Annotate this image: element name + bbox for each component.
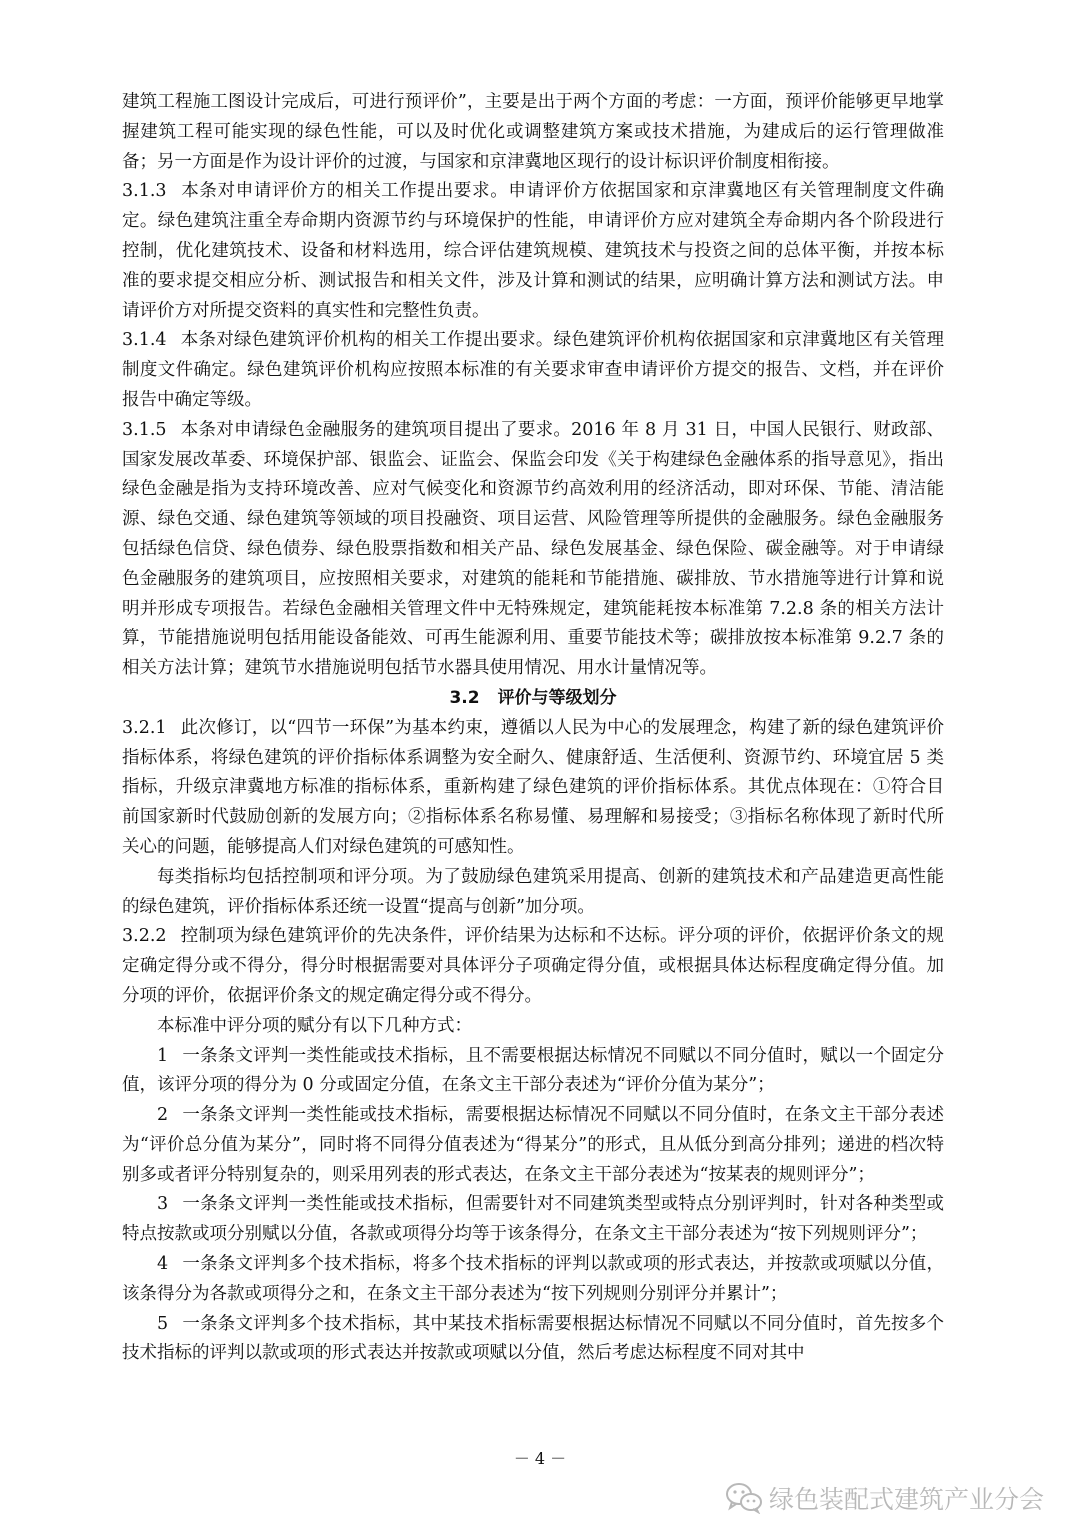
section-title: 评价与等级划分 [497, 687, 617, 708]
section-heading [122, 684, 944, 714]
list-item-4 [122, 1250, 944, 1310]
clause-number: 3.2.2 [122, 926, 167, 947]
clause-text: 本条对申请评价方的相关工作提出要求。申请评价方依据国家和京津冀地区有关管理制度文件确定。绿色建筑注重全寿命期内资源节约与环境保护的性能，申请评价方应对建筑全寿命期内各个阶段进行控制，优化建筑技术、设备和材料选用，综合评估建筑规模、建筑技术与投资之间的总体平衡，并按本标准的要求提交相应分析、测试报告和相关文件，涉及计算和测试的结果，应明确计算方法和测试方法。申请评价方对所提交资料的真实性和完整性负责。 [122, 181, 944, 321]
clause-text: 本条对绿色建筑评价机构的相关工作提出要求。绿色建筑评价机构依据国家和京津冀地区有关管理制度文件确定。绿色建筑评价机构应按照本标准的有关要求审查申请评价方提交的报告、文档，并在评价报告中确定等级。 [122, 330, 944, 410]
clause-number: 3.1.5 [122, 419, 167, 440]
clause-text: 控制项为绿色建筑评价的先决条件，评价结果为达标和不达标。评分项的评价，依据评价条文的规定确定得分或不得分，得分时根据需要对具体评分子项确定得分值，或根据具体达标程度确定得分值。加分项的评价，依据评价条文的规定确定得分或不得分。 [122, 926, 944, 1006]
list-item-2 [122, 1101, 944, 1190]
clause-number: 3.2.1 [122, 717, 167, 738]
item-number: 2 [157, 1105, 169, 1126]
paragraph-scoring-methods: 本标准中评分项的赋分有以下几种方式： [157, 1015, 472, 1036]
document-body [122, 88, 944, 1369]
section-number: 3.2 [449, 687, 480, 708]
item-text: 一条条文评判多个技术指标，其中某技术指标需要根据达标情况不同赋以不同分值时，首先按多个技术指标的评判以款或项的形式表达并按款或项赋以分值，然后考虑达标程度不同对其中 [122, 1313, 944, 1364]
item-text: 一条条文评判一类性能或技术指标，但需要针对不同建筑类型或特点分别评判时，针对各种类型或特点按款或项分别赋以分值，各款或项得分均等于该条得分，在条文主干部分表述为“按下列规则评分”； [122, 1194, 944, 1245]
paragraph-intro: 建筑工程施工图设计完成后，可进行预评价”，主要是出于两个方面的考虑：一方面，预评价能够更早地掌握建筑工程可能实现的绿色性能，可以及时优化或调整建筑方案或技术措施，为建成后的运行管理做准备；另一方面是作为设计评价的过渡，与国家和京津冀地区现行的设计标识评价制度相衔接。 [122, 92, 944, 172]
page-number: － 4 － [513, 1449, 567, 1468]
list-item-5 [122, 1310, 944, 1370]
item-text: 一条条文评判一类性能或技术指标，且不需要根据达标情况不同赋以不同分值时，赋以一个固定分值，该评分项的得分为 0 分或固定分值，在条文主干部分表述为“评价分值为某分”； [122, 1045, 944, 1096]
item-number: 5 [157, 1313, 169, 1334]
paragraph-each-category: 每类指标均包括控制项和评分项。为了鼓励绿色建筑采用提高、创新的建筑技术和产品建造更高性能的绿色建筑，评价指标体系还统一设置“提高与创新”加分项。 [122, 866, 944, 917]
watermark [725, 1480, 1044, 1516]
clause-3-1-4 [122, 326, 944, 415]
clause-3-1-5 [122, 416, 944, 684]
item-number: 1 [157, 1045, 169, 1066]
clause-number: 3.1.3 [122, 181, 167, 202]
clause-3-2-2 [122, 922, 944, 1011]
list-item-3 [122, 1190, 944, 1250]
wechat-icon [725, 1482, 763, 1514]
item-number: 3 [157, 1194, 169, 1215]
clause-3-2-1 [122, 714, 944, 863]
clause-3-1-3 [122, 177, 944, 326]
list-item-1 [122, 1042, 944, 1102]
clause-text: 此次修订，以“四节一环保”为基本约束，遵循以人民为中心的发展理念，构建了新的绿色建筑评价指标体系，将绿色建筑的评价指标体系调整为安全耐久、健康舒适、生活便利、资源节约、环境宜居 5 类指标，升级京津冀地方标准的指标体系，重新构建了绿色建筑的评价指标体系。其优点体现在：①符合目前国家新时代鼓励创新的发展方向；②指标体系名称易懂、易理解和易接受；③指标名称体现了新时代所关心的问题，能够提高人们对绿色建筑的可感知性。 [122, 717, 944, 857]
item-text: 一条条文评判多个技术指标，将多个技术指标的评判以款或项的形式表达，并按款或项赋以分值，该条得分为各款或项得分之和，在条文主干部分表述为“按下列规则分别评分并累计”； [122, 1254, 944, 1304]
clause-text: 本条对申请绿色金融服务的建筑项目提出了要求。2016 年 8 月 31 日，中国人民银行、财政部、国家发展改革委、环境保护部、银监会、证监会、保监会印发《关于构建绿色金融体系的指导意见》，指出绿色金融是指为支持环境改善、应对气候变化和资源节约高效利用的经济活动，即对环保、节能、清洁能源、绿色交通、绿色建筑等领域的项目投融资、项目运营、风险管理等所提供的金融服务。绿色金融服务包括绿色信贷、绿色债券、绿色股票指数和相关产品、绿色发展基金、绿色保险、碳金融等。对于申请绿色金融服务的建筑项目，应按照相关要求，对建筑的能耗和节能措施、碳排放、节水措施等进行计算和说明并形成专项报告。若绿色金融相关管理文件中无特殊规定，建筑能耗按本标准第 7.2.8 条的相关方法计算，节能措施说明包括用能设备能效、可再生能源利用、重要节能技术等；碳排放按本标准第 9.2.7 条的相关方法计算；建筑节水措施说明包括节水器具使用情况、用水计量情况等。 [122, 419, 944, 679]
item-text: 一条条文评判一类性能或技术指标，需要根据达标情况不同赋以不同分值时，在条文主干部分表述为“评价总分值为某分”，同时将不同得分值表述为“得某分”的形式，且从低分到高分排列；递进的档次特别多或者评分特别复杂的，则采用列表的形式表达，在条文主干部分表述为“按某表的规则评分”； [122, 1105, 944, 1185]
watermark-text: 绿色装配式建筑产业分会 [768, 1485, 1044, 1514]
item-number: 4 [157, 1254, 169, 1275]
clause-number: 3.1.4 [122, 330, 167, 351]
